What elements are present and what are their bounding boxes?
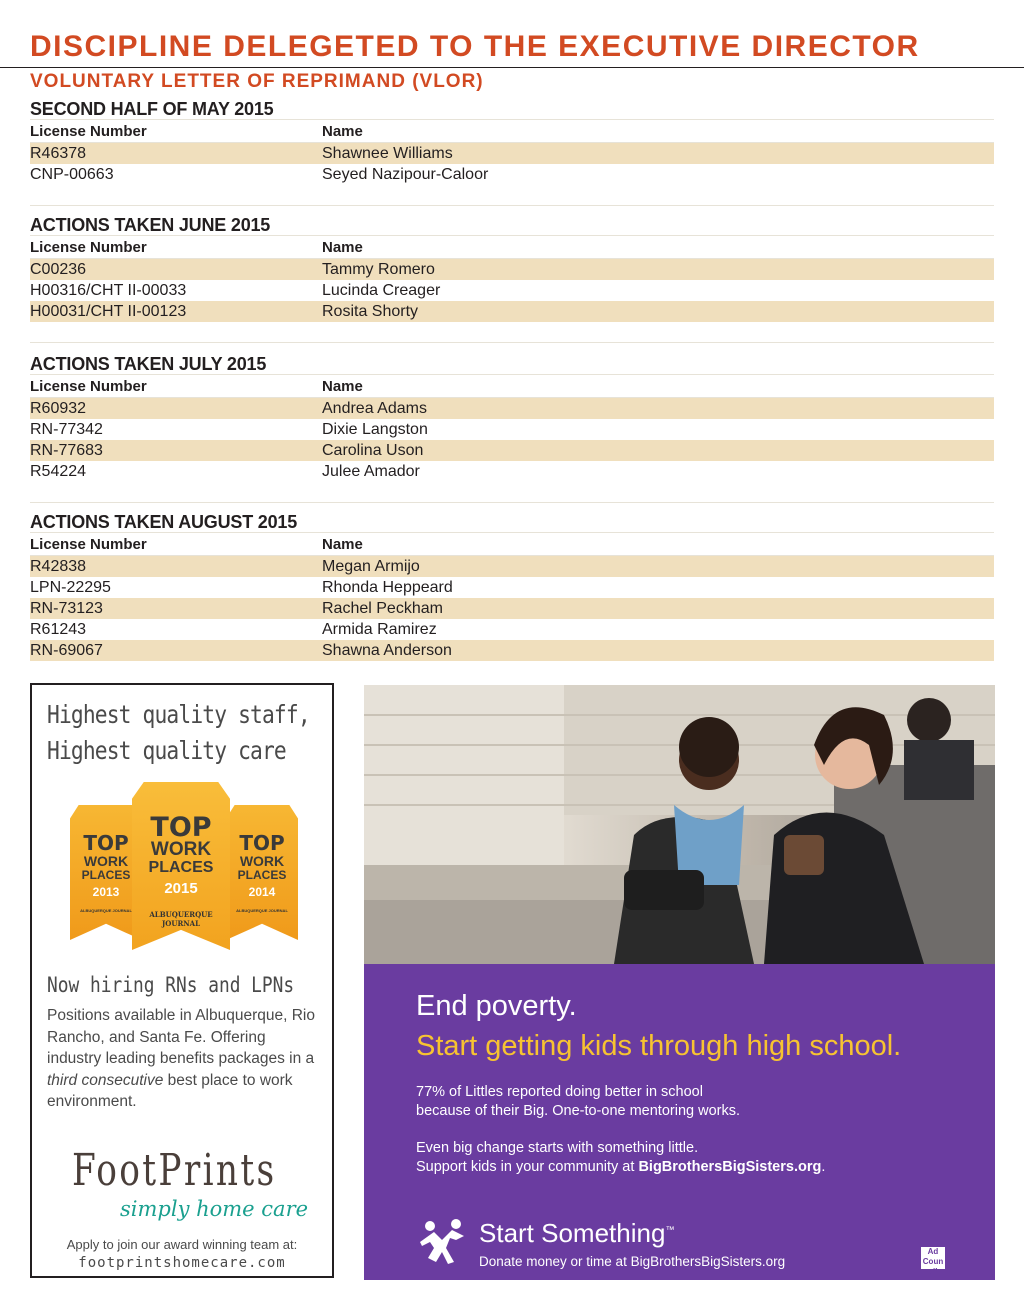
- badge-top-label: TOP: [150, 812, 212, 843]
- discipline-section: [30, 352, 994, 503]
- badge-places-label: PLACES: [148, 859, 214, 876]
- table-row: [30, 259, 994, 280]
- section-divider: [30, 205, 994, 206]
- badge-source: ALBUQUERQUE JOURNAL: [149, 910, 213, 928]
- bbbs-para1-line2: because of their Big. One-to-one mentoring works.: [416, 1103, 740, 1119]
- bbbs-para1-line1: 77% of Littles reported doing better in school: [416, 1084, 703, 1100]
- table-row: [30, 556, 994, 577]
- bbbs-para2-suffix: .: [821, 1159, 826, 1175]
- badge-year: 2014: [248, 885, 276, 899]
- fp-apply-text: Apply to join our award winning team at:: [66, 1237, 298, 1252]
- column-headers: [30, 534, 994, 556]
- license-number-cell: R61243: [30, 621, 87, 638]
- table-row: [30, 440, 994, 461]
- section-divider: [30, 342, 994, 343]
- bbbs-headline: End poverty.: [416, 990, 577, 1022]
- award-badge-center: [132, 782, 230, 950]
- column-headers: [30, 376, 994, 398]
- ad-council-label: Ad Council: [922, 1247, 944, 1276]
- section-spacer: [30, 482, 994, 502]
- name-cell: Shawnee Williams: [322, 145, 453, 162]
- license-number-cell: RN-77342: [30, 421, 103, 438]
- discipline-section: [30, 97, 994, 206]
- table-row: [30, 461, 994, 482]
- name-cell: Rachel Peckham: [322, 600, 443, 617]
- fp-headline-line1: Highest quality staff,: [47, 700, 310, 729]
- table-row: [30, 280, 994, 301]
- photo-illustration: [364, 685, 995, 964]
- table-row: [30, 301, 994, 322]
- fp-url[interactable]: footprintshomecare.com: [78, 1255, 286, 1271]
- column-header-name: Name: [322, 536, 363, 553]
- section-heading-text: ACTIONS TAKEN AUGUST 2015: [30, 512, 301, 532]
- table-row: [30, 164, 994, 185]
- license-number-cell: R46378: [30, 145, 87, 162]
- footprints-ad: [30, 683, 334, 1278]
- title-rule: [0, 67, 1024, 68]
- fp-hiring: Now hiring RNs and LPNs: [47, 973, 295, 997]
- trademark: ™: [665, 1224, 675, 1235]
- heading-rule: [30, 119, 994, 120]
- badge-places-label: PLACES: [237, 868, 287, 882]
- heading-rule: [30, 235, 994, 236]
- fp-body-emphasis: third consecutive: [47, 1071, 164, 1089]
- fp-headline: [47, 697, 319, 769]
- badge-source: ALBUQUERQUE JOURNAL: [236, 908, 288, 913]
- license-number-cell: R54224: [30, 463, 87, 480]
- bbbs-para2-prefix: Support kids in your community at: [416, 1159, 639, 1175]
- page-subtitle: VOLUNTARY LETTER OF REPRIMAND (VLOR): [30, 71, 484, 92]
- license-number-cell: R60932: [30, 400, 87, 417]
- section-heading: [30, 510, 994, 534]
- bbbs-logo-icon: [416, 1218, 468, 1266]
- table-row: [30, 577, 994, 598]
- column-headers: [30, 121, 994, 143]
- section-divider: [30, 502, 994, 503]
- badge-year: 2013: [92, 885, 120, 899]
- badge-work-label: WORK: [150, 839, 212, 860]
- bbbs-para2-line1: Even big change starts with something little.: [416, 1140, 699, 1156]
- table-row: [30, 640, 994, 661]
- badge-source: ALBUQUERQUE JOURNAL: [80, 908, 132, 913]
- bbbs-link[interactable]: BigBrothersBigSisters.org: [638, 1159, 822, 1175]
- page-title: DISCIPLINE DELEGETED TO THE EXECUTIVE DIRECTOR: [30, 30, 920, 63]
- start-something-label: Start Something: [479, 1218, 666, 1248]
- section-heading: [30, 213, 994, 237]
- column-headers: [30, 237, 994, 259]
- license-number-cell: RN-77683: [30, 442, 103, 459]
- section-heading: [30, 97, 994, 121]
- bbbs-para1: [416, 1083, 976, 1121]
- bbbs-subheadline: Start getting kids through high school.: [416, 1030, 902, 1062]
- fp-body-text: Positions available in Albuquerque, Rio Rancho, and Santa Fe. Offering industry leading benefits packages in a: [47, 1007, 315, 1067]
- section-heading-text: ACTIONS TAKEN JULY 2015: [30, 354, 270, 374]
- bbbs-donate: Donate money or time at BigBrothersBigSisters.org: [479, 1254, 786, 1269]
- name-cell: Lucinda Creager: [322, 282, 441, 299]
- badge-top-label: TOP: [239, 831, 285, 855]
- table-row: [30, 143, 994, 164]
- column-header-license: License Number: [30, 378, 147, 395]
- section-heading: [30, 352, 994, 376]
- badge-top-label: TOP: [83, 831, 129, 855]
- bbbs-para2-line2: [416, 1158, 976, 1177]
- name-cell: Andrea Adams: [322, 400, 427, 417]
- name-cell: Seyed Nazipour-Caloor: [322, 166, 489, 183]
- footprints-tagline: simply home care: [120, 1197, 309, 1221]
- badge-year: 2015: [164, 880, 198, 897]
- section-spacer: [30, 185, 994, 205]
- name-cell: Carolina Uson: [322, 442, 424, 459]
- bbbs-panel: [364, 964, 995, 1280]
- section-heading-text: SECOND HALF OF MAY 2015: [30, 99, 277, 119]
- license-number-cell: H00316/CHT II-00033: [30, 282, 187, 299]
- name-cell: Armida Ramirez: [322, 621, 437, 638]
- name-cell: Rhonda Heppeard: [322, 579, 453, 596]
- name-cell: Rosita Shorty: [322, 303, 419, 320]
- column-header-license: License Number: [30, 123, 147, 140]
- name-cell: Megan Armijo: [322, 558, 420, 575]
- table-row: [30, 619, 994, 640]
- badge-places-label: PLACES: [81, 868, 131, 882]
- name-cell: Dixie Langston: [322, 421, 428, 438]
- license-number-cell: RN-73123: [30, 600, 103, 617]
- column-header-name: Name: [322, 378, 363, 395]
- table-row: [30, 419, 994, 440]
- discipline-section: [30, 213, 994, 343]
- license-number-cell: H00031/CHT II-00123: [30, 303, 187, 320]
- license-number-cell: LPN-22295: [30, 579, 111, 596]
- license-number-cell: R42838: [30, 558, 87, 575]
- name-cell: Shawna Anderson: [322, 642, 452, 659]
- column-header-license: License Number: [30, 239, 147, 256]
- start-something: [479, 1218, 674, 1249]
- column-header-name: Name: [322, 123, 363, 140]
- section-spacer: [30, 322, 994, 342]
- section-heading-text: ACTIONS TAKEN JUNE 2015: [30, 215, 274, 235]
- footprints-logo: FootPrints: [72, 1145, 277, 1196]
- fp-headline-line2: Highest quality care: [47, 736, 286, 765]
- ad-council-logo: [921, 1247, 945, 1276]
- bbbs-para2: [416, 1139, 976, 1177]
- bbbs-photo: [364, 685, 995, 964]
- discipline-section: [30, 510, 994, 661]
- license-number-cell: C00236: [30, 261, 87, 278]
- column-header-license: License Number: [30, 536, 147, 553]
- license-number-cell: CNP-00663: [30, 166, 114, 183]
- heading-rule: [30, 374, 994, 375]
- table-row: [30, 398, 994, 419]
- table-row: [30, 598, 994, 619]
- fp-body-text-end: best place to work environment.: [47, 1071, 293, 1110]
- badge-work-label: WORK: [239, 853, 285, 869]
- heading-rule: [30, 532, 994, 533]
- award-badge-right: [226, 805, 298, 940]
- name-cell: Tammy Romero: [322, 261, 435, 278]
- badge-work-label: WORK: [83, 853, 129, 869]
- column-header-name: Name: [322, 239, 363, 256]
- name-cell: Julee Amador: [322, 463, 420, 480]
- fp-body: [47, 1005, 322, 1113]
- license-number-cell: RN-69067: [30, 642, 103, 659]
